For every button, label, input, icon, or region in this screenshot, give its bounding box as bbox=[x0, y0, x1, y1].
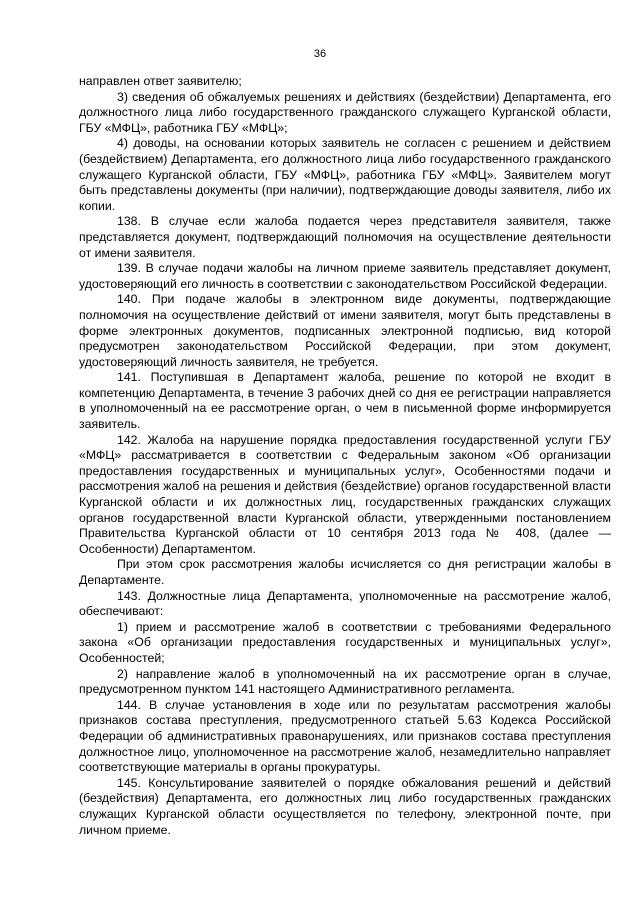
paragraph-142-note: При этом срок рассмотрения жалобы исчисляется со дня регистрации жалобы в Департаменте. bbox=[79, 557, 611, 587]
body-text bbox=[79, 74, 611, 838]
paragraph-145: 145. Консультирование заявителей о порядке обжалования решений и действий (бездействия) Департамента, его должностных лиц либо государственных гражданских служащих Курганской области осуществляется по телефону, электронной почте, при личном приеме. bbox=[79, 775, 611, 837]
list-item-3: 3) сведения об обжалуемых решениях и действиях (бездействии) Департамента, его должностного лица либо государственного гражданского служащего Курганской области, ГБУ «МФЦ», работника ГБУ «МФЦ»; bbox=[79, 89, 611, 135]
paragraph-144: 144. В случае установления в ходе или по результатам рассмотрения жалобы признаков состава преступления, предусмотренного статьей 5.63 Кодекса Российской Федерации об административных правонарушениях, или признаков состава преступления должностное лицо, уполномоченное на рассмотрение жалоб, незамедлительно направляет соответствующие материалы в органы прокуратуры. bbox=[79, 697, 611, 775]
paragraph-continuation: направлен ответ заявителю; bbox=[79, 74, 242, 88]
paragraph-141: 141. Поступившая в Департамент жалоба, решение по которой не входит в компетенцию Департамента, в течение 3 рабочих дней со дня ее регистрации направляется в уполномоченный на ее рассмотрение орган, о чем в письменной форме информируется заявитель. bbox=[79, 370, 611, 432]
list-item-4: 4) доводы, на основании которых заявитель не согласен с решением и действием (бездействием) Департамента, его должностного лица либо государственного гражданского служащего Курганской области, ГБУ «МФЦ», работника ГБУ «МФЦ». Заявителем могут быть представлены документы (при наличии), подтверждающие доводы заявителя, либо их копии. bbox=[79, 136, 611, 213]
list-item-143-2: 2) направление жалоб в уполномоченный на их рассмотрение орган в случае, предусмотренном пунктом 141 настоящего Административного регламента. bbox=[79, 666, 611, 697]
paragraph-142: 142. Жалоба на нарушение порядка предоставления государственной услуги ГБУ «МФЦ» рассматривается в соответствии с Федеральным законом «Об организации предоставления государственных и муниципальных услуг», Особенностями подачи и рассмотрения жалоб на решения и действия (бездействие) органов государственной власти Курганской области и их должностных лиц, государственных гражданских служащих органов государственной власти Курганской области, утвержденными постановлением Правительства Курганской области от 10 сентября 2013 года № 408, (далее — Особенности) Департаментом. bbox=[79, 432, 611, 556]
page-number: 36 bbox=[313, 48, 327, 60]
paragraph-138: 138. В случае если жалоба подается через представителя заявителя, также представляется документ, подтверждающий полномочия на осуществление деятельности от имени заявителя. bbox=[79, 214, 611, 260]
list-item-143-1: 1) прием и рассмотрение жалоб в соответствии с требованиями Федерального закона «Об организации предоставления государственных и муниципальных услуг», Особенностей; bbox=[79, 619, 611, 665]
paragraph-139: 139. В случае подачи жалобы на личном приеме заявитель представляет документ, удостоверяющий его личность в соответствии с законодательством Российской Федерации. bbox=[79, 261, 611, 291]
paragraph-140: 140. При подаче жалобы в электронном виде документы, подтверждающие полномочия на осуществление действий от имени заявителя, могут быть представлены в форме электронных документов, подписанных электронной подписью, вид которой предусмотрен законодательством Российской Федерации, при этом документ, удостоверяющий личность заявителя, не требуется. bbox=[79, 292, 611, 369]
paragraph-143: 143. Должностные лица Департамента, уполномоченные на рассмотрение жалоб, обеспечивают: bbox=[79, 588, 611, 619]
